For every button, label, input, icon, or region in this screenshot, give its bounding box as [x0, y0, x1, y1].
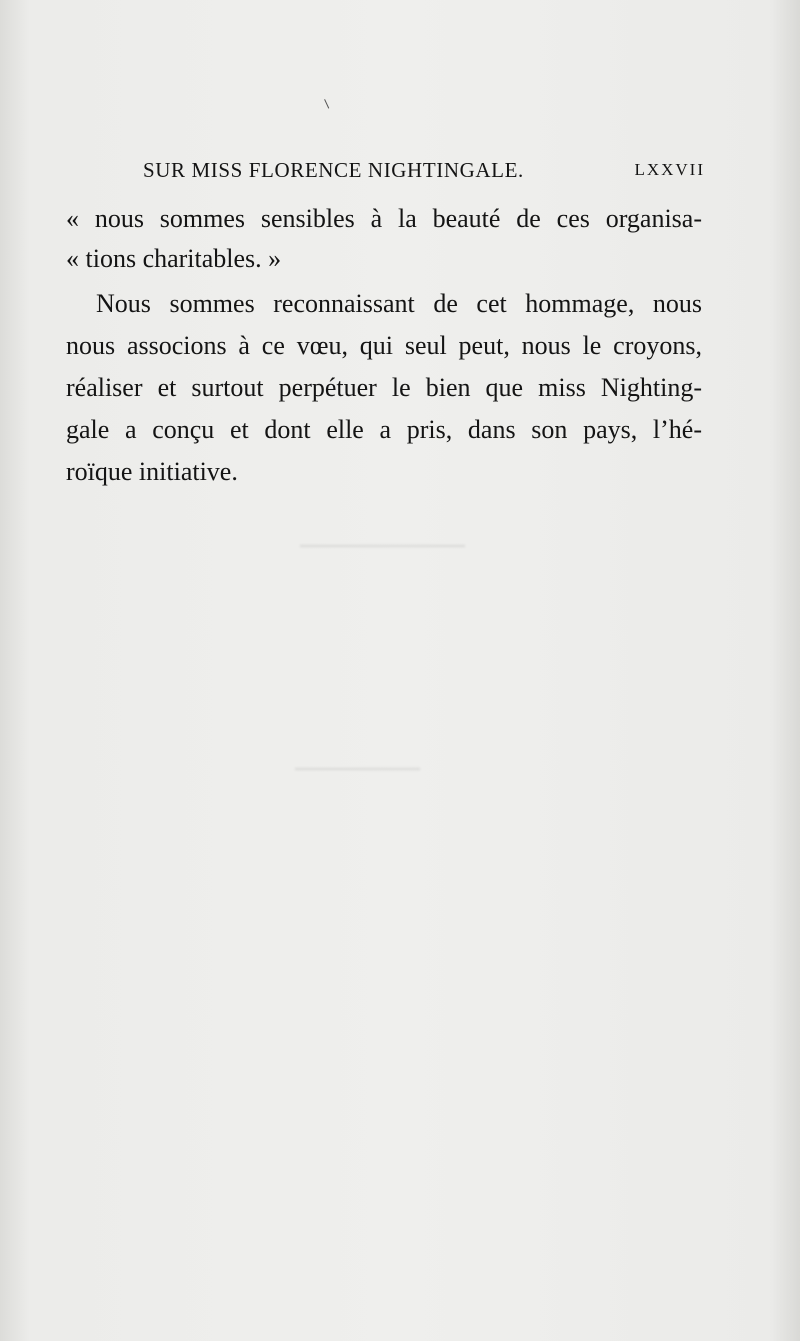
text-line: « tions charitables. »	[66, 244, 282, 273]
running-head-title: SUR MISS FLORENCE NIGHTINGALE.	[143, 158, 524, 182]
text-line: nous associons à ce vœu, qui seul peut, nous le croyons,	[66, 331, 702, 360]
page-speck	[324, 97, 333, 108]
text-line: « nous sommes sensibles à la beauté de ces organisa-	[66, 204, 702, 233]
running-head	[143, 158, 705, 188]
text-line: gale a conçu et dont elle a pris, dans son pays, l’hé-	[66, 415, 702, 444]
text-line: roïque initiative.	[66, 457, 238, 486]
page-number: LXXVII	[634, 160, 705, 179]
text-line: réaliser et surtout perpétuer le bien que miss Nighting-	[66, 373, 702, 402]
paragraph-first-line: Nous sommes reconnaissant de cet hommage, nous	[96, 289, 702, 318]
